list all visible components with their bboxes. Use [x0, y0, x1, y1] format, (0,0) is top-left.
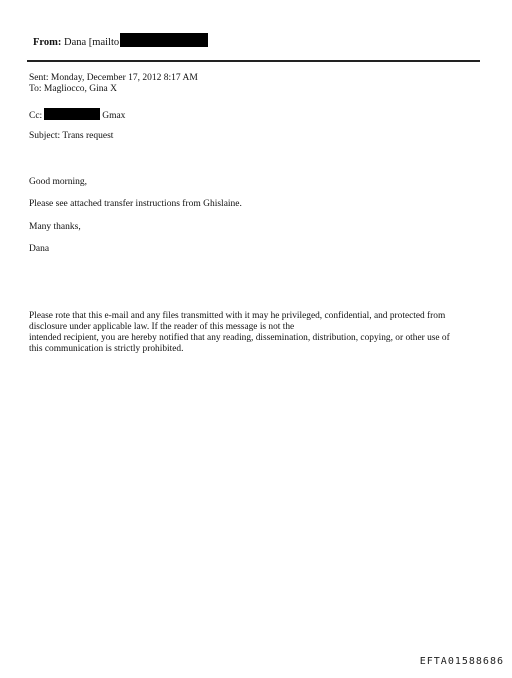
disclaimer-line: intended recipient, you are hereby notified that any reading, dissemination, distribution, copying, or other use of	[29, 333, 450, 343]
from-value: Dana [mailto	[64, 37, 120, 48]
disclaimer-line: disclosure under applicable law. If the reader of this message is not the	[29, 322, 295, 332]
greeting-text: Good morning,	[29, 177, 88, 187]
redaction-block-from	[120, 33, 208, 47]
to-line: To: Magliocco, Gina X	[29, 84, 117, 94]
cc-label: Cc:	[29, 111, 43, 121]
cc-suffix: Gmax	[102, 111, 126, 121]
disclaimer-line: Please rote that this e-mail and any files transmitted with it may he privileged, confidential, and protected from	[29, 311, 446, 321]
from-line	[33, 33, 208, 50]
bates-number: EFTA01588686	[419, 656, 504, 667]
redaction-block-cc	[44, 108, 100, 120]
subject-line: Subject: Trans request	[29, 131, 114, 141]
disclaimer-line: this communication is strictly prohibited.	[29, 344, 184, 354]
header-divider	[27, 60, 480, 62]
from-label: From:	[33, 37, 62, 48]
cc-line	[29, 108, 125, 122]
signature-text: Dana	[29, 244, 50, 254]
confidentiality-disclaimer	[29, 311, 489, 355]
closing-text: Many thanks,	[29, 222, 81, 232]
sent-line: Sent: Monday, December 17, 2012 8:17 AM	[29, 73, 198, 83]
body-text: Please see attached transfer instructions from Ghislaine.	[29, 199, 242, 209]
